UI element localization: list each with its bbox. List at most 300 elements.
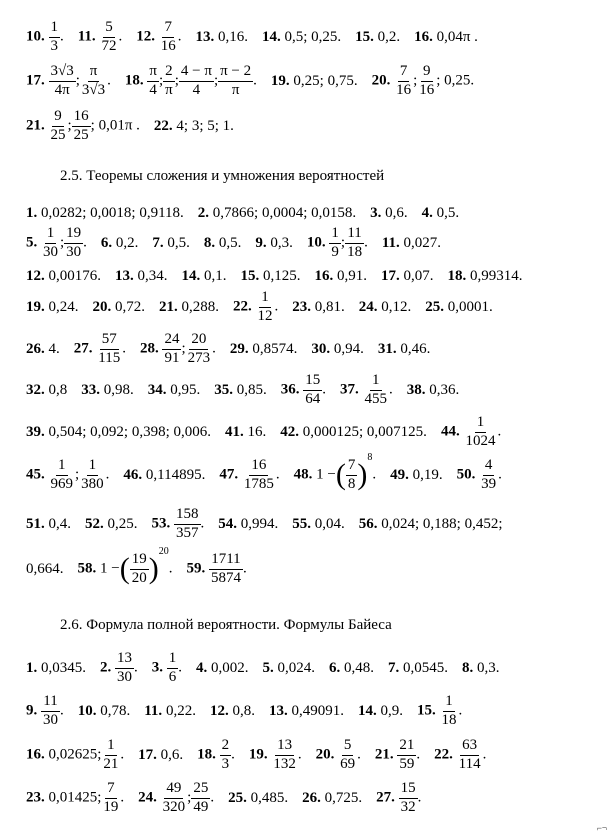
answer-number: 4. — [196, 659, 211, 676]
fraction-numerator: 49 — [164, 781, 183, 799]
answer-number: 41. — [225, 423, 248, 440]
answer-text: . — [120, 789, 125, 806]
answer-line — [26, 651, 514, 686]
answer-number: 8. — [203, 234, 219, 251]
fraction-denominator: 32 — [400, 798, 416, 815]
fraction-denominator: 18 — [347, 243, 363, 260]
answer-number: 10. — [26, 28, 49, 45]
answer-item — [441, 415, 501, 450]
fraction-numerator: π — [88, 64, 100, 82]
fraction — [49, 458, 76, 493]
answer-item — [138, 781, 214, 816]
answer-item — [457, 458, 502, 493]
fraction — [41, 226, 60, 261]
answer-text: 1 − — [316, 466, 336, 483]
answer-item — [359, 299, 412, 316]
answer-text: ; — [187, 789, 192, 806]
answer-number: 34. — [147, 381, 171, 398]
answer-text: ; 0,25. — [436, 72, 475, 89]
corner-mark-icon: ⌐¬ — [596, 823, 607, 833]
fraction-denominator: 30 — [66, 243, 82, 260]
answer-text: 0,5. — [167, 234, 190, 251]
answer-text: 0,114895. — [145, 466, 206, 483]
answer-text: . — [212, 340, 216, 357]
fraction-numerator: 4 — [483, 458, 495, 476]
fraction-denominator: 20 — [131, 569, 147, 586]
answer-item — [115, 268, 168, 285]
fraction — [159, 20, 178, 55]
answer-number: 10. — [306, 234, 330, 251]
section-heading: 2.6. Формула полной вероятности. Формулы Байеса — [60, 617, 392, 633]
answer-item — [26, 738, 124, 773]
answer-item — [26, 382, 67, 399]
answer-number: 30. — [311, 340, 334, 357]
fraction-denominator: 5874 — [210, 569, 241, 586]
answer-item — [448, 268, 523, 285]
answer-item — [196, 660, 249, 677]
answer-item — [233, 290, 278, 325]
answer-text: . — [177, 28, 182, 45]
fraction — [49, 20, 61, 55]
answer-item — [311, 341, 364, 358]
answer-item — [316, 738, 361, 773]
fraction-numerator: 5 — [342, 738, 354, 756]
fraction-denominator: 8 — [347, 475, 356, 492]
answer-text: 0,485. — [250, 789, 289, 806]
answer-item — [269, 703, 344, 720]
answer-text: . — [242, 560, 247, 577]
fraction-numerator: π − 2 — [218, 64, 253, 82]
answer-text: . — [105, 466, 110, 483]
answer-text: . — [210, 789, 215, 806]
answer-item — [292, 299, 345, 316]
answer-text: 0,125. — [263, 268, 301, 285]
answer-text: 0,5; 0,25. — [284, 28, 342, 45]
answer-text: 0,4. — [48, 515, 71, 532]
answer-item — [26, 109, 140, 144]
parenthesis: ( — [119, 552, 130, 586]
fraction-numerator: 1 — [167, 651, 179, 669]
fraction-numerator: 20 — [189, 332, 208, 350]
fraction — [479, 458, 498, 493]
answer-number: 23. — [292, 298, 315, 315]
fraction-denominator: 25 — [50, 126, 66, 143]
answer-text: 0,94. — [333, 340, 364, 357]
fraction-denominator: 69 — [340, 755, 356, 772]
answer-number: 25. — [425, 298, 448, 315]
answer-item — [307, 226, 368, 261]
answer-item — [26, 781, 124, 816]
answer-text: 0,34. — [137, 268, 168, 285]
answer-item — [422, 205, 460, 222]
answer-text: 4. — [48, 340, 60, 357]
fraction-denominator: 4 — [192, 81, 201, 98]
answer-item — [434, 738, 486, 773]
answer-text: 0,2. — [115, 234, 139, 251]
answer-text: 0,5. — [436, 205, 460, 222]
fraction-denominator: π — [165, 81, 173, 98]
answer-text: 0,002. — [211, 659, 249, 676]
fraction-denominator: 380 — [81, 475, 104, 492]
answer-text: 0,95. — [170, 381, 201, 398]
answer-number: 17. — [381, 268, 404, 285]
fraction-denominator: 30 — [117, 668, 132, 685]
answer-item — [93, 299, 146, 316]
answer-item — [138, 747, 183, 764]
fraction-denominator: 114 — [458, 755, 481, 772]
fraction-denominator: 320 — [162, 798, 186, 815]
answer-text: 0,22. — [165, 702, 196, 719]
answer-text: 0,91. — [337, 268, 367, 285]
answer-number: 58. — [77, 560, 100, 577]
answer-text: 0,48. — [344, 659, 374, 676]
fraction-denominator: 16 — [396, 81, 412, 98]
fraction-denominator: 132 — [273, 755, 296, 772]
answer-number: 16. — [414, 28, 437, 45]
answer-item — [425, 299, 493, 316]
answer-item — [417, 694, 462, 729]
answer-number: 16. — [314, 268, 337, 285]
answer-number: 11. — [77, 28, 100, 45]
fraction-denominator: 1785 — [243, 475, 274, 492]
answer-number: 46. — [123, 466, 146, 483]
answer-text: 0,12. — [381, 298, 412, 315]
answer-line — [26, 546, 261, 587]
answer-text: 0,7866; 0,0004; 0,0158. — [212, 205, 357, 222]
answer-item — [74, 332, 126, 367]
answer-item — [407, 382, 460, 399]
answer-number: 13. — [268, 702, 292, 719]
answer-item — [123, 467, 205, 484]
answer-number: 29. — [229, 340, 253, 357]
fraction — [256, 290, 275, 325]
fraction-numerator: 7 — [162, 20, 174, 38]
answer-item — [26, 660, 86, 677]
answer-item — [249, 738, 302, 773]
fraction — [303, 373, 322, 408]
answer-item — [381, 268, 434, 285]
answer-text: ; 0,01π . — [90, 117, 140, 134]
fraction — [417, 64, 436, 99]
answer-text: . — [83, 234, 87, 251]
answer-item — [358, 703, 403, 720]
answer-text: 0,99314. — [470, 268, 523, 285]
fraction-numerator: 7 — [398, 64, 410, 82]
answer-text: . — [357, 746, 361, 763]
fraction-numerator: 11 — [345, 226, 363, 244]
answer-number: 24. — [358, 298, 382, 315]
answer-number: 22. — [153, 117, 177, 134]
answer-text: 0,3. — [477, 659, 500, 676]
fraction-numerator: 7 — [105, 781, 117, 799]
fraction-numerator: 16 — [72, 109, 91, 127]
answer-text: 0,0345. — [41, 659, 86, 676]
answer-text: . — [389, 381, 393, 398]
answer-line — [26, 268, 537, 285]
answer-item — [340, 373, 393, 408]
answer-text: 0,8 — [48, 381, 68, 398]
answer-number: 37. — [340, 381, 363, 398]
fraction-numerator: 1 — [56, 458, 68, 476]
answer-text: 0,81. — [314, 298, 345, 315]
fraction — [397, 738, 416, 773]
answer-number: 21. — [159, 298, 182, 315]
answer-item — [225, 424, 266, 441]
answer-number: 2. — [197, 205, 213, 222]
fraction — [394, 64, 413, 99]
answer-text: 0,07. — [403, 268, 434, 285]
answer-number: 39. — [26, 423, 49, 440]
fraction — [41, 694, 60, 729]
answer-text: 0,8574. — [252, 340, 298, 357]
answer-number: 12. — [136, 28, 159, 45]
answer-number: 19. — [270, 72, 294, 89]
answer-item — [280, 424, 427, 441]
answer-text: 0,0282; 0,0018; 0,9118. — [41, 205, 184, 222]
answer-item — [26, 694, 64, 729]
answer-text: . — [253, 72, 257, 89]
fraction — [346, 458, 358, 493]
fraction-denominator: 39 — [481, 475, 497, 492]
answer-text: 0,1. — [204, 268, 227, 285]
fraction-denominator: 9 — [331, 243, 339, 260]
answer-item — [355, 29, 400, 46]
fraction-numerator: 25 — [191, 781, 210, 799]
answer-text: 0,04π . — [436, 28, 478, 45]
answer-number: 16. — [26, 746, 49, 763]
answer-text: 0,25; 0,75. — [293, 72, 358, 89]
answer-number: 36. — [280, 381, 304, 398]
answer-number: 47. — [219, 466, 242, 483]
answer-text: . — [122, 340, 126, 357]
answer-text: 16. — [247, 423, 267, 440]
answer-text: 4; 3; 5; 1. — [176, 117, 234, 134]
answer-text: ; — [181, 340, 186, 357]
answer-number: 22. — [434, 746, 457, 763]
answer-number: 59. — [186, 560, 209, 577]
answer-item — [148, 382, 201, 399]
answer-text: . — [482, 746, 487, 763]
answer-line — [26, 64, 488, 99]
answer-text: 0,027. — [403, 234, 442, 251]
fraction-denominator: 12 — [257, 307, 273, 324]
answer-number: 23. — [26, 789, 49, 806]
fraction — [242, 458, 276, 493]
answer-item — [152, 235, 190, 252]
answer-item — [375, 738, 420, 773]
answer-text: . — [497, 423, 502, 440]
fraction-numerator: 1 — [49, 20, 61, 38]
answer-text: 0,98. — [103, 381, 134, 398]
answer-number: 12. — [26, 268, 49, 285]
answer-number: 21. — [26, 117, 49, 134]
answer-item — [136, 20, 181, 55]
answer-number: 6. — [100, 234, 116, 251]
answer-item — [263, 660, 316, 677]
answer-item — [262, 29, 341, 46]
fraction — [49, 109, 68, 144]
fraction-numerator: 4 − π — [179, 64, 214, 82]
answer-text: 0,9. — [380, 702, 403, 719]
answer-text: 0,024. — [277, 659, 315, 676]
fraction-denominator: 357 — [176, 524, 199, 541]
fraction — [115, 651, 134, 686]
answer-text: 0,19. — [412, 466, 443, 483]
answer-text: ; — [67, 117, 72, 134]
answer-item — [414, 29, 478, 46]
answer-item — [293, 452, 377, 493]
fraction-denominator: 969 — [50, 475, 73, 492]
fraction — [463, 415, 497, 450]
answer-text: . — [60, 28, 64, 45]
answer-item — [152, 507, 205, 542]
answer-number: 38. — [406, 381, 430, 398]
answer-number: 19. — [248, 746, 272, 763]
parenthesis: ) — [148, 552, 159, 586]
answer-text: . — [297, 746, 302, 763]
answer-item — [228, 790, 288, 807]
fraction-numerator: 1 — [87, 458, 99, 476]
answer-item — [230, 341, 298, 358]
answer-line — [26, 109, 248, 144]
fraction-denominator: 4 — [149, 81, 157, 98]
fraction — [101, 781, 120, 816]
answer-number: 22. — [233, 298, 256, 315]
fraction-numerator: 158 — [174, 507, 201, 525]
answer-number: 28. — [139, 340, 163, 357]
answer-number: 25. — [228, 789, 251, 806]
answer-text: 0,504; 0,092; 0,398; 0,006. — [48, 423, 212, 440]
exponent: 20 — [158, 546, 169, 557]
answer-item — [219, 458, 279, 493]
answer-text: 0,3. — [270, 234, 293, 251]
answer-text: . — [322, 381, 326, 398]
answer-number: 15. — [355, 28, 378, 45]
answer-text: 0,0001. — [447, 298, 493, 315]
answer-number: 27. — [73, 340, 97, 357]
answer-number: 15. — [416, 702, 440, 719]
fraction — [399, 781, 418, 816]
answer-text: 0,46. — [400, 340, 431, 357]
answer-line — [26, 507, 517, 542]
answer-item — [255, 235, 293, 252]
answer-number: 54. — [218, 515, 241, 532]
fraction-denominator: 3 — [221, 755, 230, 772]
fraction — [167, 651, 179, 686]
parenthesis: ) — [357, 458, 368, 492]
answer-item — [292, 516, 345, 533]
answer-number: 15. — [240, 268, 263, 285]
fraction — [80, 64, 107, 99]
answer-number: 5. — [26, 234, 41, 251]
fraction-numerator: 1 — [443, 694, 455, 712]
answer-number: 13. — [195, 28, 218, 45]
answer-line — [26, 290, 507, 325]
fraction-numerator: 21 — [397, 738, 416, 756]
answer-number: 14. — [357, 702, 381, 719]
fraction-denominator: 49 — [193, 798, 209, 815]
answer-item — [154, 118, 234, 135]
fraction-denominator: 16 — [419, 81, 435, 98]
answer-number: 20. — [315, 746, 339, 763]
answer-number: 21. — [374, 746, 398, 763]
answer-number: 26. — [302, 789, 325, 806]
answer-text: . — [498, 466, 502, 483]
answer-number: 24. — [138, 789, 161, 806]
answer-item — [77, 546, 173, 587]
fraction — [439, 694, 458, 729]
fraction-denominator: 64 — [305, 390, 321, 407]
answer-item — [140, 332, 216, 367]
answer-line — [26, 738, 500, 773]
fraction-numerator: 13 — [115, 651, 134, 669]
fraction-denominator: 455 — [364, 390, 387, 407]
fraction-numerator: 1711 — [209, 552, 242, 570]
answer-number: 27. — [376, 789, 399, 806]
fraction-numerator: 7 — [346, 458, 358, 476]
answer-text: 0,85. — [236, 381, 267, 398]
fraction — [174, 507, 201, 542]
answer-text: . — [372, 466, 377, 483]
answer-text: . — [274, 298, 279, 315]
answer-item — [302, 790, 362, 807]
answer-text: 1 − — [100, 560, 120, 577]
answer-text: ; — [60, 234, 65, 251]
answer-item — [388, 660, 448, 677]
fraction-numerator: 16 — [249, 458, 268, 476]
fraction-denominator: 25 — [73, 126, 89, 143]
answer-number: 10. — [77, 702, 101, 719]
answer-item — [214, 382, 267, 399]
answer-text: 0,288. — [181, 298, 219, 315]
fraction-numerator: 1 — [45, 226, 57, 244]
answer-text: 0,72. — [115, 298, 145, 315]
answer-item — [210, 703, 255, 720]
answer-item — [359, 516, 503, 533]
answer-line — [26, 781, 435, 816]
fraction — [186, 332, 213, 367]
fraction-numerator: 1 — [259, 290, 271, 308]
answer-number: 9. — [26, 702, 41, 719]
fraction — [363, 373, 390, 408]
answer-text: 0,00176. — [48, 268, 101, 285]
fraction-numerator: 2 — [163, 64, 175, 82]
fraction — [72, 109, 91, 144]
answer-text: 0,01425; — [48, 789, 102, 806]
answer-number: 32. — [26, 381, 49, 398]
answer-number: 13. — [115, 268, 138, 285]
answer-number: 51. — [26, 515, 49, 532]
answer-text: . — [60, 702, 64, 719]
answer-text: ; — [158, 72, 164, 89]
fraction-denominator: 4π — [54, 81, 70, 98]
answer-number: 45. — [26, 466, 49, 483]
parenthesis: ( — [335, 458, 346, 492]
answer-text: 0,49091. — [291, 702, 344, 719]
fraction-denominator: 21 — [103, 755, 119, 772]
answer-item — [195, 29, 248, 46]
answer-text: . — [200, 515, 205, 532]
answer-number: 3. — [370, 205, 386, 222]
answer-number: 9. — [255, 234, 271, 251]
fraction-denominator: 91 — [164, 349, 180, 366]
answer-item — [26, 268, 101, 285]
answer-number: 33. — [81, 381, 104, 398]
fraction-numerator: 19 — [64, 226, 83, 244]
answer-item — [382, 235, 441, 252]
answer-item — [26, 299, 79, 316]
answer-item — [26, 341, 60, 358]
